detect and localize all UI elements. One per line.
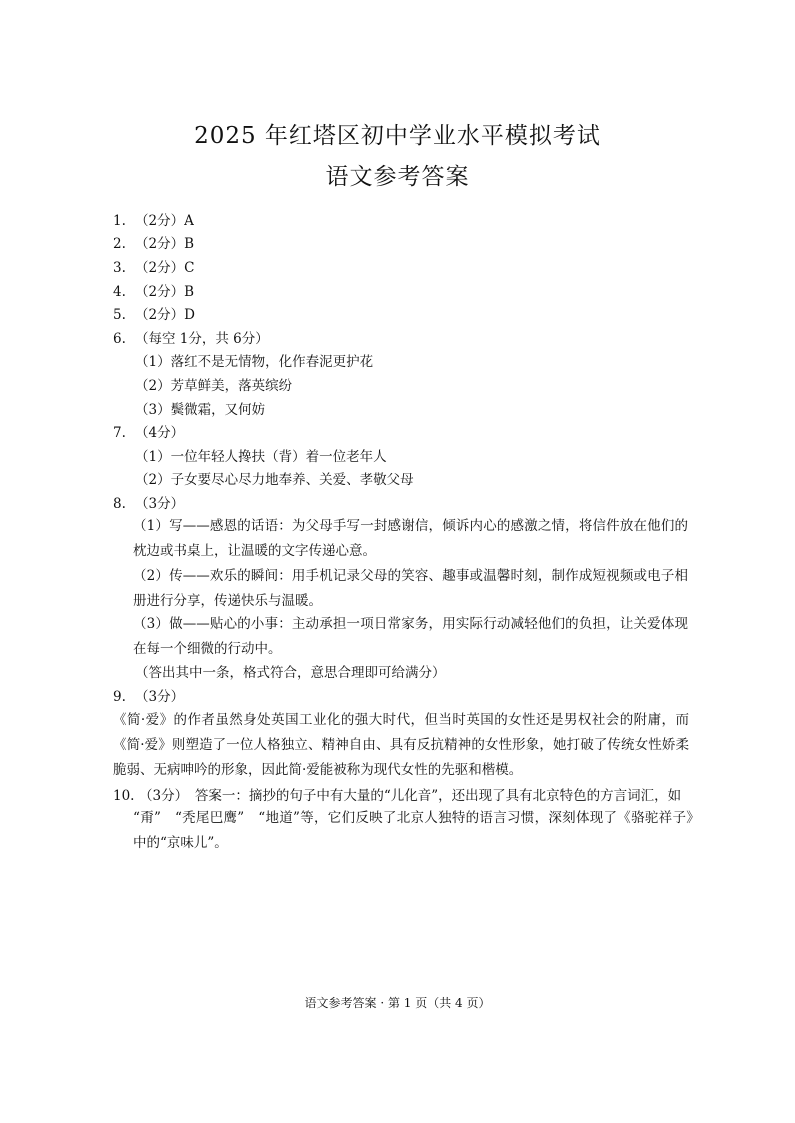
- answer-5: [113, 307, 195, 323]
- question-number: 1.: [113, 213, 126, 229]
- answer-8-item-1: （1）写——感恩的话语：为父母手写一封感谢信，倾诉内心的感激之情，将信件放在他们的枕边或书桌上，让温暖的文字传递心意。: [133, 518, 688, 559]
- question-number: 5.: [113, 307, 126, 323]
- question-number: 6.: [113, 331, 126, 347]
- answer-text: （2分）A: [135, 213, 194, 229]
- question-number: 7.: [113, 425, 126, 441]
- answer-6: [113, 331, 269, 347]
- question-number: 8.: [113, 496, 126, 512]
- answer-8: [113, 496, 184, 512]
- answer-6-item-3: （3）鬓微霜，又何妨: [135, 402, 266, 418]
- question-number: 4.: [113, 284, 126, 300]
- page-title: 2025 年红塔区初中学业水平模拟考试: [194, 123, 601, 149]
- answer-text: （3分）: [135, 496, 185, 512]
- answer-text: （2分）C: [135, 260, 195, 276]
- answer-text: （2分）D: [135, 307, 195, 323]
- question-number: 2.: [113, 236, 126, 252]
- answer-text: （3分）: [135, 689, 185, 705]
- answer-6-item-1: （1）落红不是无情物，化作春泥更护花: [135, 354, 374, 370]
- answer-7-item-2: （2）子女要尽心尽力地奉养、关爱、孝敬父母: [135, 472, 414, 488]
- answer-7-item-1: （1）一位年轻人搀扶（背）着一位老年人: [135, 449, 387, 465]
- answer-2: [113, 236, 194, 252]
- answer-7: [113, 425, 184, 441]
- answer-text: （3分） 答案一：摘抄的句子中有大量的“儿化音”，还出现了具有北京特色的方言词汇，如: [139, 788, 682, 804]
- answer-text: （2分）B: [135, 236, 195, 252]
- answer-10-cont: “甭” “秃尾巴鹰” “地道”等，它们反映了北京人独特的语言习惯，深刻体现了《骆驼祥子》 中的“京味儿”。: [133, 810, 707, 851]
- question-number: 3.: [113, 260, 126, 276]
- answer-9: [113, 689, 184, 705]
- answer-1: [113, 213, 194, 229]
- answer-text: （4分）: [135, 425, 185, 441]
- answer-4: [113, 284, 194, 300]
- question-number: 9.: [113, 689, 126, 705]
- answer-8-note: （答出其中一条，格式符合，意思合理即可给满分）: [135, 665, 446, 681]
- answer-8-item-2: （2）传——欢乐的瞬间：用手机记录父母的笑容、趣事或温馨时刻，制作成短视频或电子相册进行分享，传递快乐与温暖。: [133, 568, 688, 609]
- answer-text: （每空 1分，共 6分）: [135, 331, 269, 347]
- answer-text: （2分）B: [135, 284, 195, 300]
- answer-8-item-3: （3）做——贴心的小事：主动承担一项日常家务，用实际行动减轻他们的负担，让关爱体现在每一个细微的行动中。: [133, 616, 688, 657]
- question-number: 10.: [113, 788, 135, 804]
- page-subtitle: 语文参考答案: [325, 164, 470, 190]
- page-footer: 语文参考答案 · 第 1 页（共 4 页）: [304, 996, 491, 1010]
- answer-3: [113, 260, 194, 276]
- answer-10: [113, 788, 681, 804]
- answer-6-item-2: （2）芳草鲜美，落英缤纷: [135, 378, 293, 394]
- answer-9-body: 《简·爱》的作者虽然身处英国工业化的强大时代，但当时英国的女性还是男权社会的附庸，而《简·爱》则塑造了一位人格独立、精神自由、具有反抗精神的女性形象，她打破了传统女性娇柔脆弱、无病呻吟的形象，因此简·爱能被称为现代女性的先驱和楷模。: [113, 712, 689, 778]
